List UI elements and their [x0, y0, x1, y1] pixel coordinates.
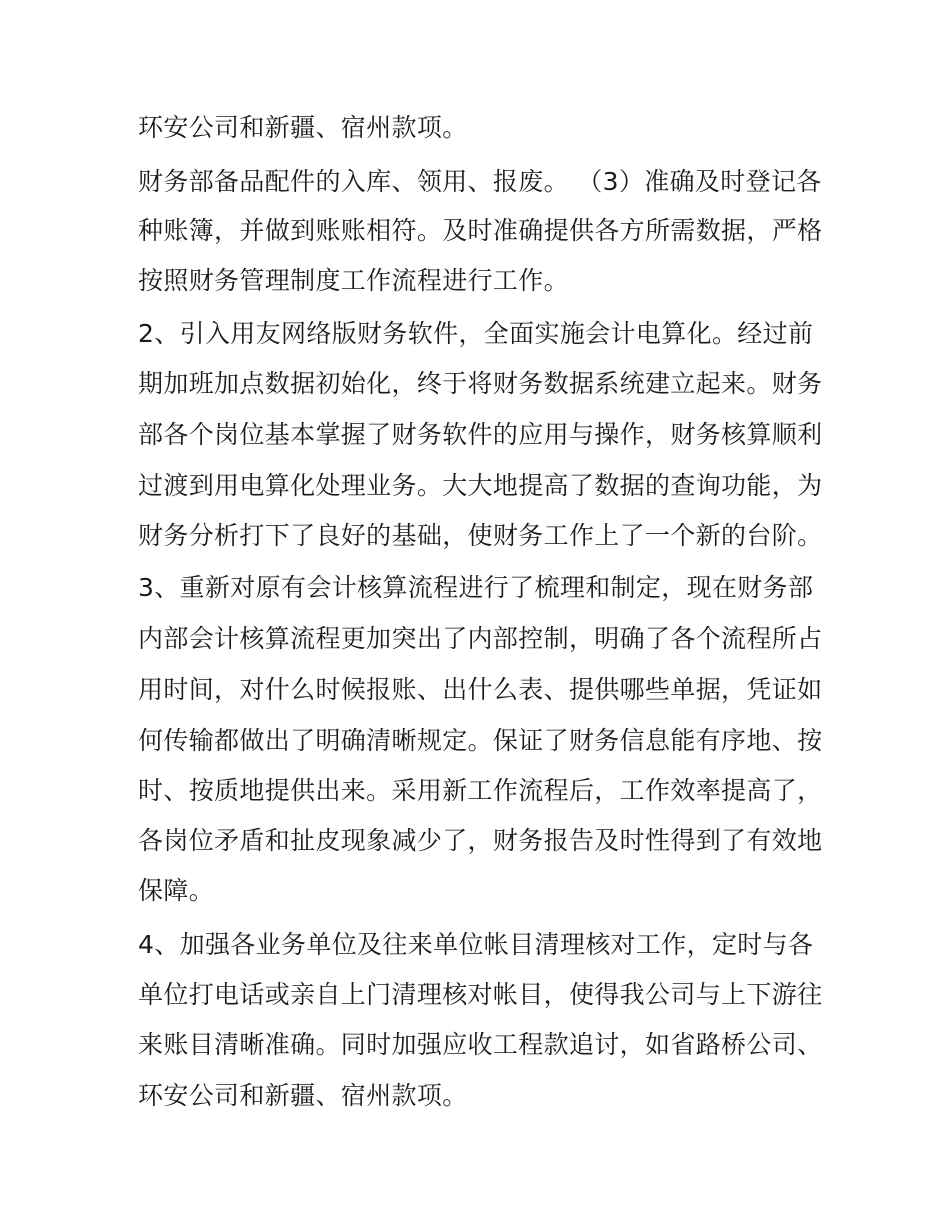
text-line: 保障。 — [138, 876, 215, 905]
text-line: 种账簿，并做到账账相符。及时准确提供各方所需数据，严格 — [138, 216, 823, 245]
text-line: 用时间，对什么时候报账、出什么表、提供哪些单据，凭证如 — [138, 675, 823, 704]
text-line: 单位打电话或亲自上门清理核对帐目，使得我公司与上下游往 — [138, 980, 823, 1009]
text-line: 环安公司和新疆、宿州款项。 — [138, 1081, 468, 1110]
text-line: 4、加强各业务单位及往来单位帐目清理核对工作，定时与各 — [138, 930, 814, 959]
text-line: 财务部备品配件的入库、领用、报废。 （3）准确及时登记各 — [138, 167, 822, 196]
text-line: 各岗位矛盾和扯皮现象减少了，财务报告及时性得到了有效地 — [138, 826, 823, 855]
text-line: 过渡到用电算化处理业务。大大地提高了数据的查询功能，为 — [138, 471, 823, 500]
text-line: 何传输都做出了明确清晰规定。保证了财务信息能有序地、按 — [138, 726, 823, 755]
text-line: 2、引入用友网络版财务软件，全面实施会计电算化。经过前 — [138, 319, 814, 348]
text-line: 来账目清晰准确。同时加强应收工程款追讨，如省路桥公司、 — [138, 1030, 823, 1059]
text-line: 期加班加点数据初始化，终于将财务数据系统建立起来。财务 — [138, 369, 823, 398]
text-line: 财务分析打下了良好的基础，使财务工作上了一个新的台阶。 — [138, 521, 823, 550]
text-line: 3、重新对原有会计核算流程进行了梳理和制定，现在财务部 — [138, 573, 814, 602]
text-line: 按照财务管理制度工作流程进行工作。 — [138, 266, 569, 295]
text-line: 时、按质地提供出来。采用新工作流程后，工作效率提高了， — [138, 776, 823, 805]
text-line: 环安公司和新疆、宿州款项。 — [138, 113, 468, 142]
text-line: 部各个岗位基本掌握了财务软件的应用与操作，财务核算顺利 — [138, 420, 823, 449]
text-line: 内部会计核算流程更加突出了内部控制，明确了各个流程所占 — [138, 624, 823, 653]
